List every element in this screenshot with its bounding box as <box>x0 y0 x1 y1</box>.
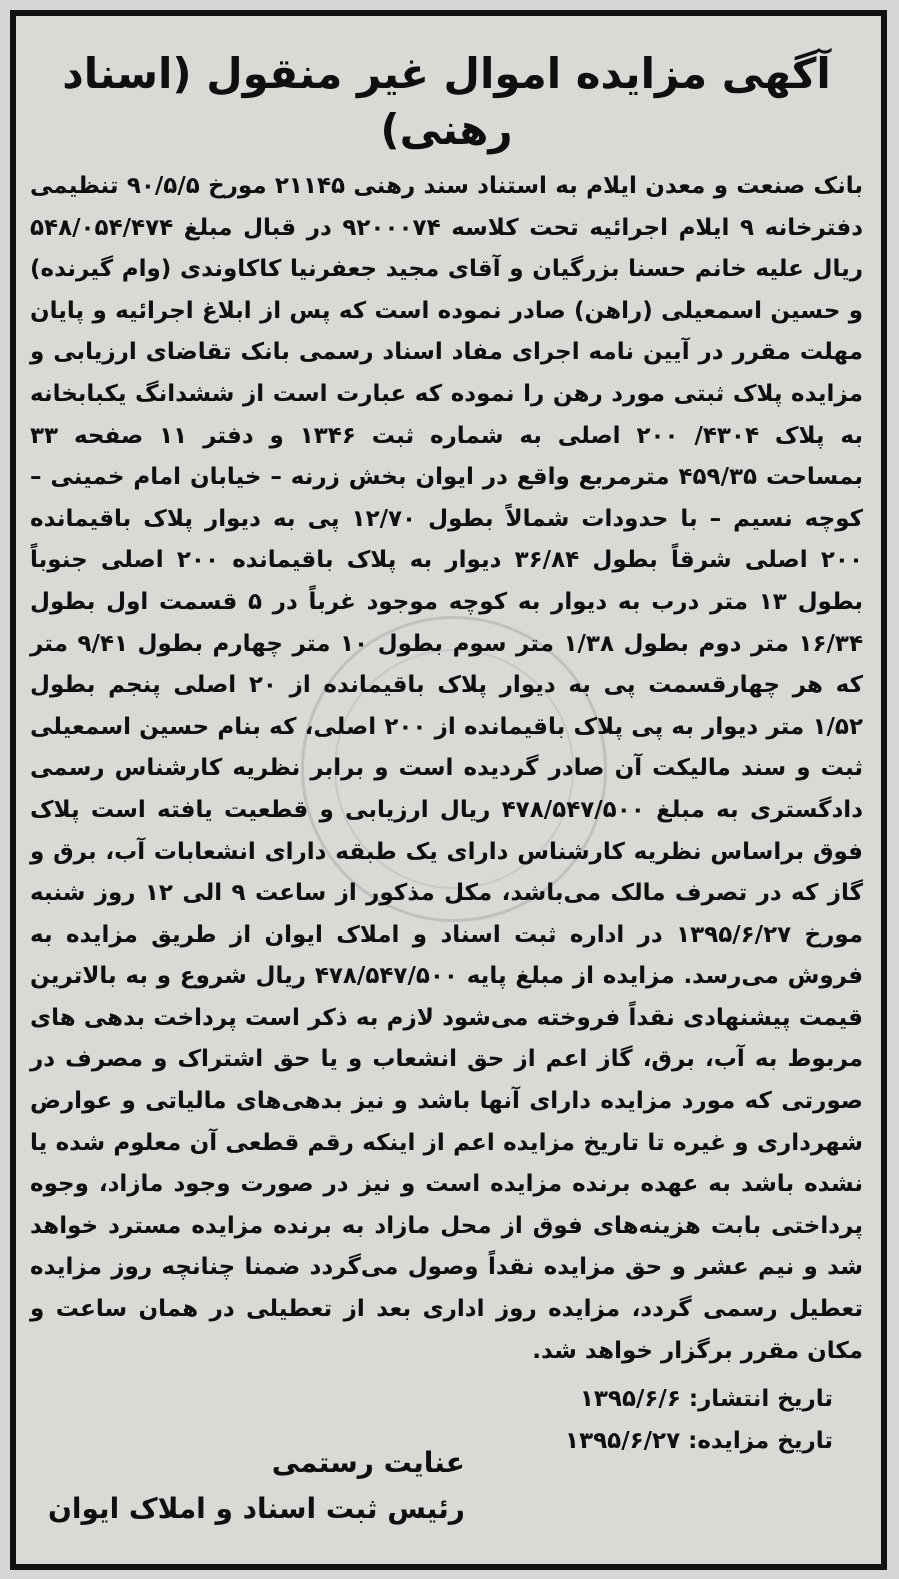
notice-title: آگهی مزایده اموال غیر منقول (اسناد رهنی) <box>62 49 831 154</box>
signatory-name: عنایت رستمی <box>271 1446 465 1479</box>
auction-date: تاریخ مزایده: ۱۳۹۵/۶/۲۷ <box>565 1428 833 1455</box>
notice-body: بانک صنعت و معدن ایلام به استناد سند رهنی ۲۱۱۴۵ مورخ ۹۰/۵/۵ تنظیمی دفترخانه ۹ ایلام اجرائیه تحت کلاسه ۹۲۰۰۰۷۴ در قبال مبلغ ۵۴۸/۰۵۴/۴۷۴ ریال علیه خانم حسنا بزرگیان و آقای مجید جعفرنیا کاکاوندی (وام گیرنده) و حسین اسمعیلی (راهن) صادر نموده است که پس از ابلاغ اجرائیه و پایان مهلت مقرر در آیین نامه اجرای مفاد اسناد رسمی بانک تقاضای ارزیابی و مزایده پلاک ثبتی مورد رهن را نموده که عبارت است از ششدانگ یکبابخانه به پلاک ۴۳۰۴/ ۲۰۰ اصلی به شماره ثبت ۱۳۴۶ و دفتر ۱۱ صفحه ۳۳ بمساحت ۴۵۹/۳۵ مترمربع واقع در ایوان بخش زرنه – خیابان امام خمینی – کوچه نسیم – با حدودات شمالاً بطول ۱۲/۷۰ پی به دیوار پلاک باقیمانده ۲۰۰ اصلی شرقاً بطول ۳۶/۸۴ دیوار به پلاک باقیمانده ۲۰۰ اصلی جنوباً بطول ۱۳ متر درب به دیوار به کوچه موجود غرباً در ۵ قسمت اول بطول ۱۶/۳۴ متر دوم بطول ۱/۳۸ متر سوم بطول ۱۰ متر چهارم بطول ۹/۴۱ متر که هر چهارقسمت پی به دیوار پلاک باقیمانده از ۲۰ اصلی پنجم بطول ۱/۵۲ متر دیوار به پی پلاک باقیمانده از ۲۰۰ اصلی، که بنام حسین اسمعیلی ثبت و سند مالیکت آن صادر گردیده است و برابر نظریه کارشناس رسمی دادگستری به مبلغ ۴۷۸/۵۴۷/۵۰۰ ریال ارزیابی و قطعیت یافته است پلاک فوق براساس نظریه کارشناس دارای یک طبقه دارای انشعابات آب، برق و گاز که در تصرف مالک می‌باشد، مکل مذکور از ساعت ۹ الی ۱۲ روز شنبه مورخ ۱۳۹۵/۶/۲۷ در اداره ثبت اسناد و املاک ایوان از طریق مزایده به فروش می‌رسد. مزایده از مبلغ پایه ۴۷۸/۵۴۷/۵۰۰ ریال شروع و به بالاترین قیمت پیشنهادی نقداً فروخته می‌شود لازم به ذکر است پرداخت بدهی های مربوط به آب، برق، گاز اعم از حق انشعاب و یا حق اشتراک و مصرف در صورتی که مورد مزایده دارای آنها باشد و نیز بدهی‌های مالیاتی و عوارض شهرداری و غیره تا تاریخ مزایده اعم از اینکه رقم قطعی آن معلوم شده یا نشده باشد به عهده برنده مزایده است و نیز در صورت وجود مازاد، وجوه پرداختی بابت هزینه‌های فوق از محل مازاد به برنده مزایده مسترد خواهد شد و نیم عشر و حق مزایده نقداً وصول می‌گردد ضمنا چنانچه روز مزایده تعطیل رسمی گردد، مزایده روز اداری بعد از تعطیلی در همان ساعت و مکان مقرر برگزار خواهد شد. <box>30 173 864 1364</box>
notice-content <box>30 46 863 1544</box>
publish-date: تاریخ انتشار: ۱۳۹۵/۶/۶ <box>579 1386 833 1413</box>
signatory-title: رئیس ثبت اسناد و املاک ایوان <box>48 1492 465 1525</box>
signature-block <box>30 1440 465 1532</box>
notice-border <box>10 10 887 1570</box>
